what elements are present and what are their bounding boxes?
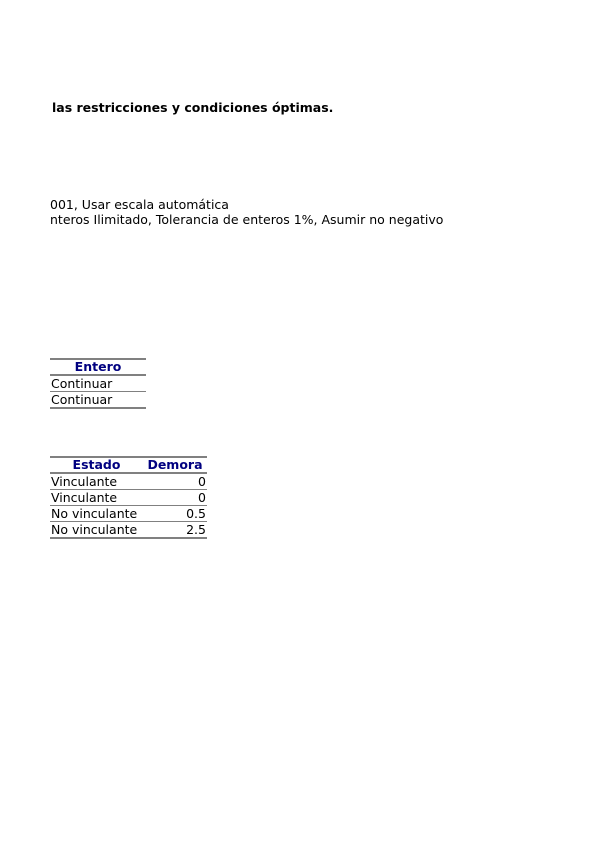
table-row [50, 522, 207, 539]
report-heading: las restricciones y condiciones óptimas. [52, 100, 334, 115]
table-row [50, 473, 207, 490]
status-cell: Vinculante [50, 473, 143, 490]
column-header-entero: Entero [50, 359, 146, 375]
status-cell: No vinculante [50, 506, 143, 522]
table-row [50, 506, 207, 522]
table-row [50, 392, 146, 409]
status-cell: Vinculante [50, 490, 143, 506]
status-cell: No vinculante [50, 522, 143, 539]
column-header-estado: Estado [50, 457, 143, 473]
slack-cell: 0 [143, 473, 207, 490]
variable-cells-table [50, 358, 146, 409]
constraints-table [50, 456, 207, 539]
slack-cell: 2.5 [143, 522, 207, 539]
solver-options-line-2: nteros Ilimitado, Tolerancia de enteros 1%, Asumir no negativo [50, 212, 444, 227]
slack-cell: 0.5 [143, 506, 207, 522]
solver-options-line-1: 001, Usar escala automática [50, 197, 229, 212]
integer-cell: Continuar [50, 375, 146, 392]
column-header-demora: Demora [143, 457, 207, 473]
table-row [50, 490, 207, 506]
integer-cell: Continuar [50, 392, 146, 409]
slack-cell: 0 [143, 490, 207, 506]
table-row [50, 375, 146, 392]
